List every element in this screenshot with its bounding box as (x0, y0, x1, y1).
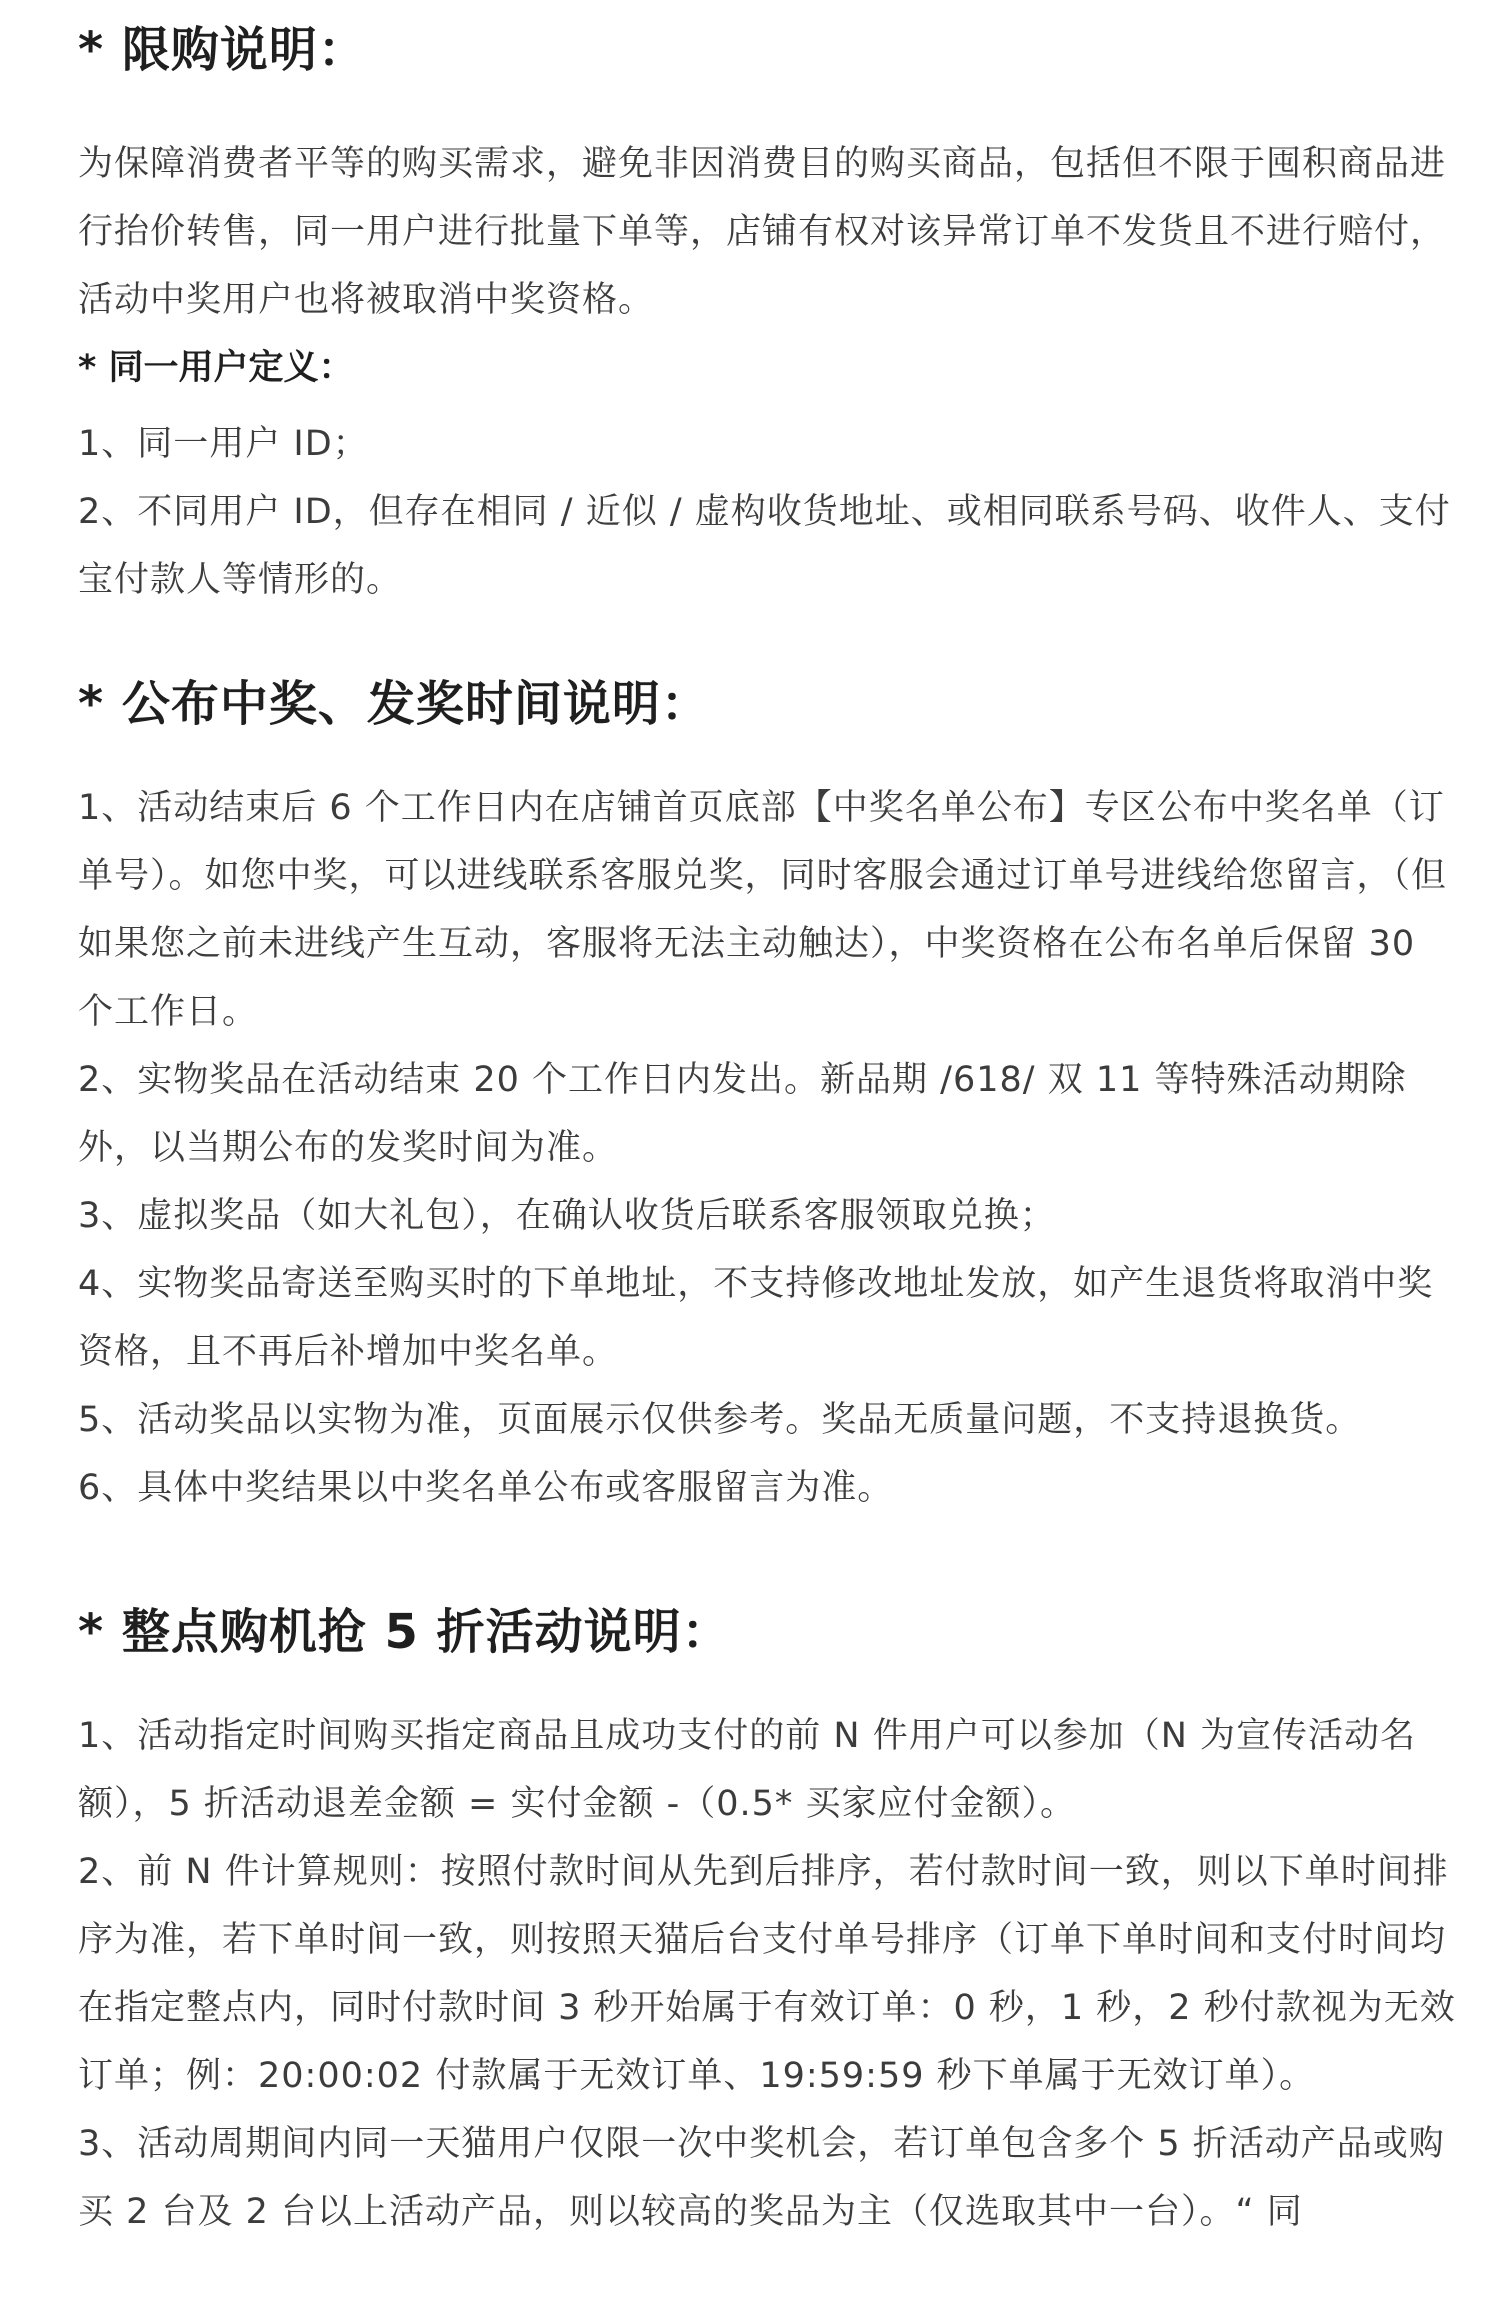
list-item: 1、同一用户 ID； (78, 424, 369, 464)
prize-announcement-section (78, 676, 1460, 1522)
list-item: 1、活动指定时间购买指定商品且成功支付的前 N 件用户可以参加（N 为宣传活动名额），5 折活动退差金额 = 实付金额 -（0.5* 买家应付金额）。 (78, 1716, 1417, 1824)
list-item: 3、活动周期间内同一天猫用户仅限一次中奖机会，若订单包含多个 5 折活动产品或购买 2 台及 2 台以上活动产品，则以较高的奖品为主（仅选取其中一台）。“ 同 (78, 2124, 1445, 2232)
list-item: 4、实物奖品寄送至购买时的下单地址，不支持修改地址发放，如产生退货将取消中奖资格，且不再后补增加中奖名单。 (78, 1264, 1434, 1372)
list-item: 3、虚拟奖品（如大礼包），在确认收货后联系客服领取兑换； (78, 1196, 1056, 1236)
list-item: 2、不同用户 ID，但存在相同 / 近似 / 虚构收货地址、或相同联系号码、收件人、支付宝付款人等情形的。 (78, 492, 1451, 600)
list-item: 6、具体中奖结果以中奖名单公布或客服留言为准。 (78, 1468, 894, 1508)
prize-announcement-list (78, 774, 1460, 1522)
purchase-limit-section (78, 0, 1460, 614)
flash-half-price-section (78, 1604, 1460, 2246)
same-user-definition-heading: * 同一用户定义： (78, 348, 354, 388)
purchase-limit-title: * 限购说明： (78, 22, 367, 78)
same-user-definition-list (78, 410, 1460, 614)
list-item: 2、前 N 件计算规则：按照付款时间从先到后排序，若付款时间一致，则以下单时间排序为准，若下单时间一致，则按照天猫后台支付单号排序（订单下单时间和支付时间均在指定整点内，同时付款时间 3 秒开始属于有效订单：0 秒，1 秒，2 秒付款视为无效订单；例：20:00:02 付款属于无效订单、19:59:59 秒下单属于无效订单）。 (78, 1852, 1456, 2096)
list-item: 2、实物奖品在活动结束 20 个工作日内发出。新品期 /618/ 双 11 等特殊活动期除外，以当期公布的发奖时间为准。 (78, 1060, 1407, 1168)
prize-announcement-title: * 公布中奖、发奖时间说明： (78, 676, 710, 732)
list-item: 1、活动结束后 6 个工作日内在店铺首页底部【中奖名单公布】专区公布中奖名单（订单号）。如您中奖，可以进线联系客服兑奖，同时客服会通过订单号进线给您留言，（但如果您之前未进线产生互动，客服将无法主动触达），中奖资格在公布名单后保留 30 个工作日。 (78, 788, 1448, 1032)
purchase-limit-intro: 为保障消费者平等的购买需求，避免非因消费目的购买商品，包括但不限于囤积商品进行抬价转售，同一用户进行批量下单等，店铺有权对该异常订单不发货且不进行赔付，活动中奖用户也将被取消中奖资格。 (78, 144, 1447, 320)
flash-half-price-list (78, 1702, 1460, 2246)
list-item: 5、活动奖品以实物为准，页面展示仅供参考。奖品无质量问题，不支持退换货。 (78, 1400, 1362, 1440)
flash-half-price-title: * 整点购机抢 5 折活动说明： (78, 1604, 731, 1660)
